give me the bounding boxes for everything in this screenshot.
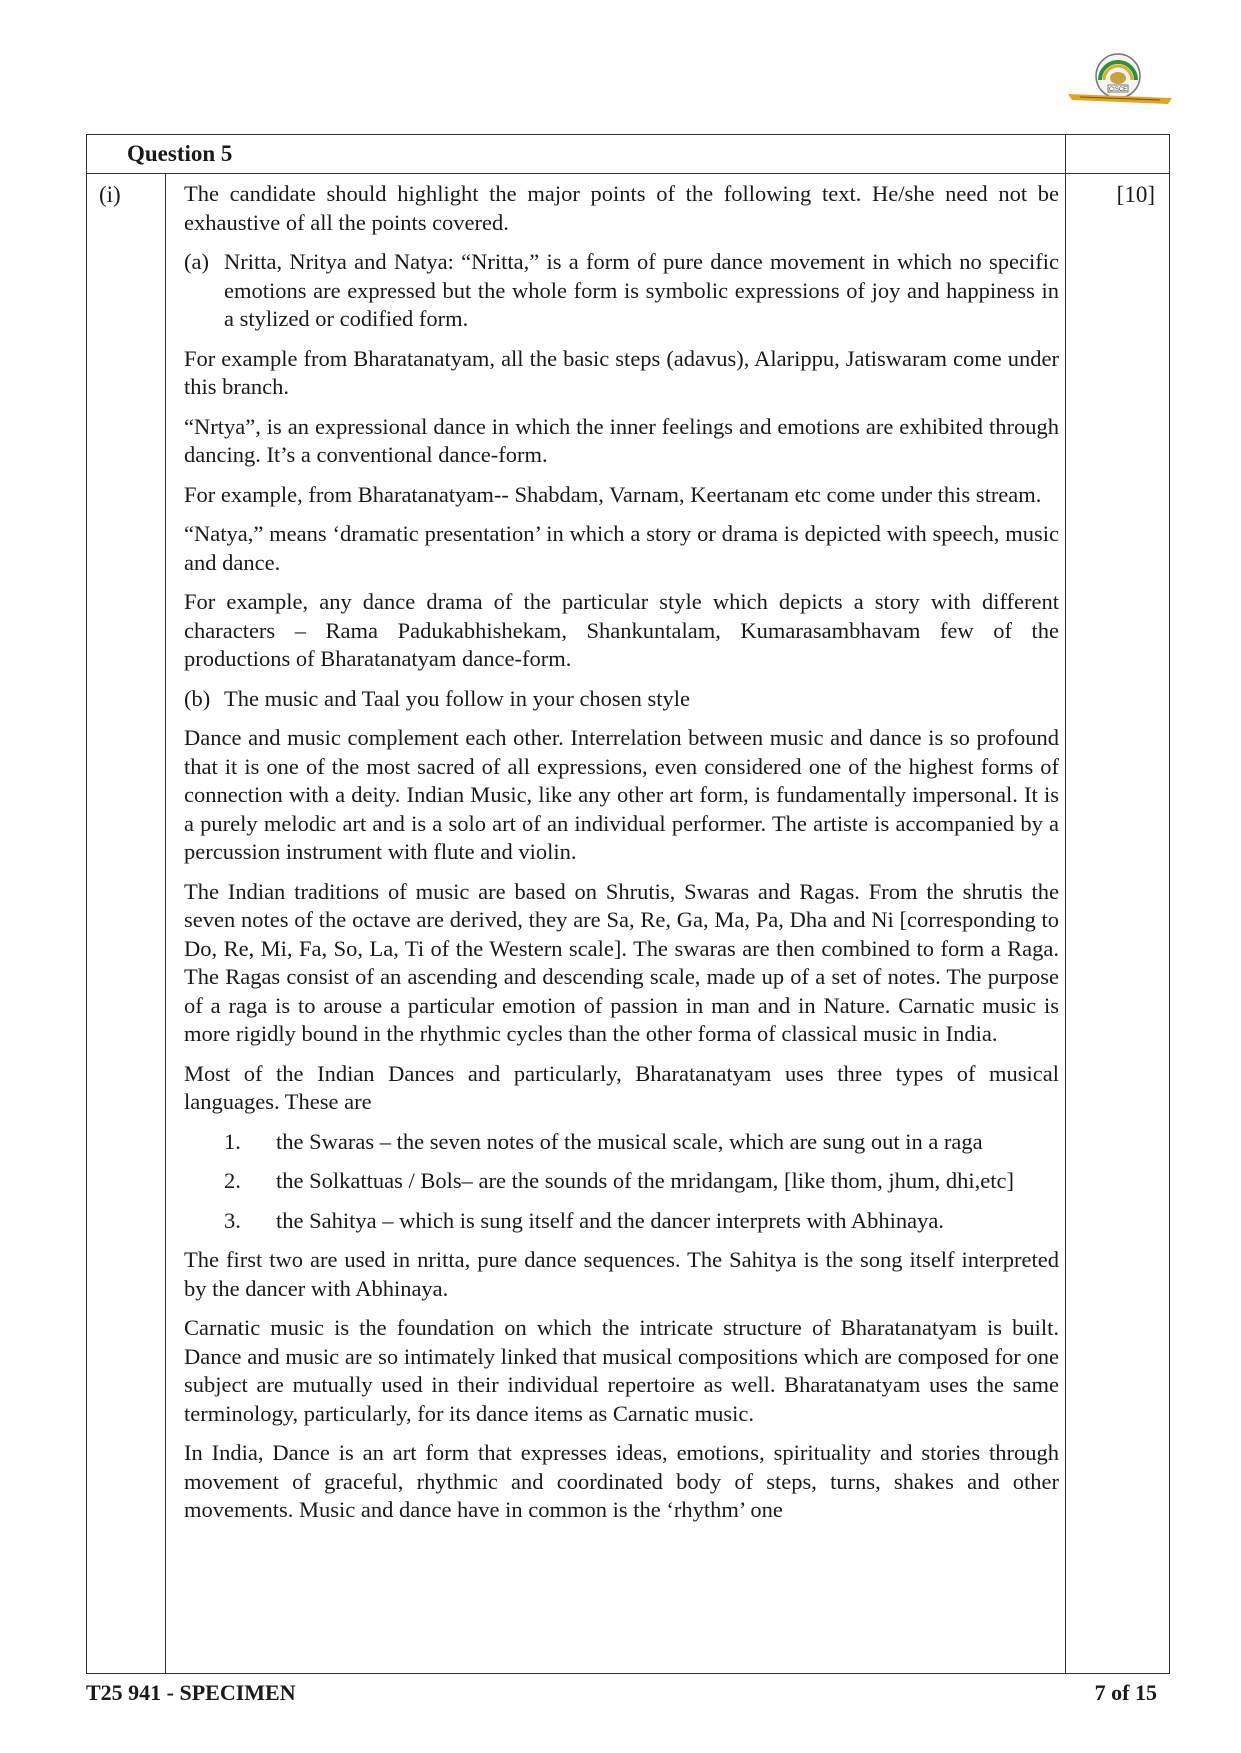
list-item-number: 2. (224, 1168, 241, 1193)
question-marks: [10] (1116, 182, 1155, 207)
cisce-logo-icon (1060, 48, 1180, 120)
section-b-label: (b) (184, 685, 211, 711)
section-a-label: (a) (184, 249, 209, 274)
page-number: 7 of 15 (1094, 1680, 1157, 1705)
paragraph: In India, Dance is an art form that expresses ideas, emotions, spirituality and stories through movement of graceful, rhythmic and coordinated body of steps, turns, shakes and other movements. Music and dance have in common is the ‘rhythm’ one (184, 1440, 1059, 1522)
list-item-text: the Sahitya – which is sung itself and the dancer interprets with Abhinaya. (276, 1207, 944, 1233)
paragraph: For example, any dance drama of the particular style which depicts a story with different characters – Rama Padukabhishekam, Shankuntalam, Kumarasambhavam few of the productions of Bharatanatyam dance-form. (184, 589, 1059, 671)
paragraph: The first two are used in nritta, pure dance sequences. The Sahitya is the song itself interpreted by the dancer with Abhinaya. (184, 1247, 1059, 1301)
paragraph: Most of the Indian Dances and particularly, Bharatanatyam uses three types of musical languages. These are (184, 1060, 1059, 1114)
question-title: Question 5 (127, 141, 233, 166)
paragraph: Dance and music complement each other. Interrelation between music and dance is so profound that it is one of the most sacred of all expressions, even considered one of the highest forms of connection with a deity. Indian Music, like any other art form, is fundamentally impersonal. It is a purely melodic art and is a solo art of an individual performer. The artiste is accompanied by a percussion instrument with flute and violin. (184, 725, 1059, 864)
paragraph: For example, from Bharatanatyam-- Shabdam, Varnam, Keertanam etc come under this stream. (184, 481, 1042, 507)
section-a-heading: Nritta, Nritya and Natya: “Nritta,” is a form of pure dance movement in which no specific emotions are expressed but the whole form is symbolic expressions of joy and happiness in a stylized or codified form. (224, 249, 1059, 331)
section-a (184, 248, 1059, 334)
list-item (224, 1167, 1059, 1196)
paper-code: T25 941 - SPECIMEN (86, 1680, 296, 1705)
paragraph: Carnatic music is the foundation on which the intricate structure of Bharatanatyam is built. Dance and music are so intimately linked that musical compositions which are composed for one subject are mutually used in their individual repertoire as well. Bharatanatyam uses the same terminology, particularly, for its dance items as Carnatic music. (184, 1315, 1059, 1426)
question-part-number: (i) (99, 182, 121, 207)
list-item (224, 1207, 1059, 1236)
paragraph: “Nrtya”, is an expressional dance in which the inner feelings and emotions are exhibited through dancing. It’s a conventional dance-form. (184, 413, 1059, 467)
list-item-text: the Swaras – the seven notes of the musical scale, which are sung out in a raga (276, 1128, 983, 1154)
paragraph: “Natya,” means ‘dramatic presentation’ in which a story or drama is depicted with speech, music and dance. (184, 521, 1059, 575)
logo-text: CISCE (1108, 87, 1128, 93)
section-b (184, 685, 1059, 714)
section-b-heading: The music and Taal you follow in your chosen style (224, 685, 691, 711)
list-item-number: 1. (224, 1128, 241, 1154)
header-divider (87, 173, 1169, 174)
paragraph: For example from Bharatanatyam, all the basic steps (adavus), Alarippu, Jatiswaram come under this branch. (184, 345, 1059, 399)
paragraph: The Indian traditions of music are based on Shrutis, Swaras and Ragas. From the shrutis the seven notes of the octave are derived, they are Sa, Re, Ga, Ma, Pa, Dha and Ni [corresponding to Do, Re, Mi, Fa, So, La, Ti of the Western scale]. The swaras are then combined to form a Raga. The Ragas consist of an ascending and descending scale, made up of a set of notes. The purpose of a raga is to arouse a particular emotion of passion in man and in Nature. Carnatic music is more rigidly bound in the rhythmic cycles than the other forma of classical music in India. (184, 878, 1059, 1046)
intro-text: The candidate should highlight the major points of the following text. He/she need not be exhaustive of all the points covered. (184, 181, 1059, 235)
column-divider-right (1065, 135, 1066, 1673)
answer-content (184, 180, 1059, 1536)
list-item-text: the Solkattuas / Bols– are the sounds of the mridangam, [like thom, jhum, dhi,etc] (276, 1168, 1014, 1193)
list-item (224, 1128, 1059, 1157)
column-divider-left (165, 173, 166, 1673)
list-item-number: 3. (224, 1207, 241, 1233)
